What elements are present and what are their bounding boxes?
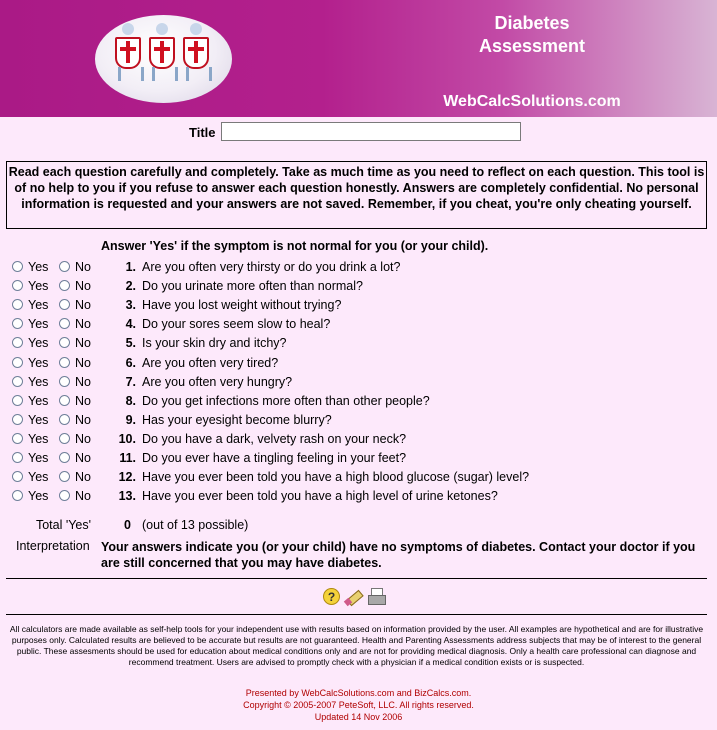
no-radio[interactable] xyxy=(59,357,70,368)
no-label[interactable]: No xyxy=(75,374,91,389)
figure-head-icon xyxy=(156,23,168,35)
figure-legs-icon xyxy=(152,67,178,81)
question-row xyxy=(0,392,717,411)
shield-icon xyxy=(149,37,175,69)
no-label[interactable]: No xyxy=(75,431,91,446)
interpretation-label: Interpretation xyxy=(16,539,90,553)
question-number: 6. xyxy=(125,355,136,370)
question-row xyxy=(0,373,717,392)
question-text: Is your skin dry and itchy? xyxy=(142,336,287,351)
no-label[interactable]: No xyxy=(75,317,91,332)
question-number: 11. xyxy=(119,451,136,465)
question-text: Are you often very thirsty or do you drink a lot? xyxy=(142,260,401,274)
yes-label[interactable]: Yes xyxy=(28,336,49,351)
yes-radio[interactable] xyxy=(12,318,23,329)
no-label[interactable]: No xyxy=(75,355,91,370)
no-radio[interactable] xyxy=(59,490,70,501)
help-icon[interactable]: ? xyxy=(323,588,340,605)
no-radio[interactable] xyxy=(59,261,70,272)
figure-head-icon xyxy=(122,23,134,35)
page-title-line2: Assessment xyxy=(478,36,586,56)
yes-radio[interactable] xyxy=(12,395,23,406)
question-text: Has your eyesight become blurry? xyxy=(142,412,332,427)
question-row xyxy=(0,277,717,296)
question-row xyxy=(0,430,717,449)
question-number: 5. xyxy=(125,336,136,351)
no-radio[interactable] xyxy=(59,452,70,463)
yes-label[interactable]: Yes xyxy=(28,431,49,446)
yes-radio[interactable] xyxy=(12,452,23,463)
printer-icon[interactable] xyxy=(368,588,385,605)
question-row xyxy=(0,315,717,334)
total-note: (out of 13 possible) xyxy=(142,518,249,532)
question-row xyxy=(0,411,717,430)
no-label[interactable]: No xyxy=(75,298,91,313)
question-row xyxy=(0,354,717,373)
yes-radio[interactable] xyxy=(12,490,23,501)
question-row xyxy=(0,487,717,506)
question-row xyxy=(0,296,717,315)
question-number: 2. xyxy=(125,279,136,294)
question-number: 4. xyxy=(125,317,136,332)
notice-box: Read each question carefully and completely. Take as much time as you need to reflect on each question. This tool is of no help to you if you refuse to answer each question honestly. Answers are completely confidential. No personal information is requested and your answers are not saved. Remember, if you cheat, you're only cheating yourself. xyxy=(6,161,707,229)
question-number: 13. xyxy=(118,489,136,504)
no-radio[interactable] xyxy=(59,433,70,444)
page-title xyxy=(432,12,632,58)
question-number: 9. xyxy=(125,412,136,427)
divider xyxy=(6,578,707,579)
question-text: Are you often very tired? xyxy=(142,355,279,370)
question-text: Do your sores seem slow to heal? xyxy=(142,317,331,332)
logo xyxy=(95,15,232,103)
question-text: Have you ever been told you have a high level of urine ketones? xyxy=(142,489,498,504)
yes-label[interactable]: Yes xyxy=(28,374,49,389)
no-radio[interactable] xyxy=(59,395,70,406)
no-label[interactable]: No xyxy=(75,489,91,504)
eraser-icon[interactable] xyxy=(345,588,362,605)
question-text: Do you ever have a tingling feeling in your feet? xyxy=(142,451,407,465)
question-number: 3. xyxy=(125,298,136,313)
yes-radio[interactable] xyxy=(12,261,23,272)
yes-radio[interactable] xyxy=(12,414,23,425)
no-label[interactable]: No xyxy=(75,451,91,465)
title-label: Title xyxy=(189,125,216,140)
total-value: 0 xyxy=(124,518,131,532)
no-radio[interactable] xyxy=(59,376,70,387)
divider xyxy=(6,614,707,615)
no-radio[interactable] xyxy=(59,471,70,482)
credits xyxy=(0,687,717,723)
no-label[interactable]: No xyxy=(75,279,91,294)
question-row xyxy=(0,449,717,468)
instructions: Answer 'Yes' if the symptom is not normal for you (or your child). xyxy=(101,239,489,253)
question-text: Are you often very hungry? xyxy=(142,374,293,389)
credits-copyright: Copyright © 2005-2007 PeteSoft, LLC. All rights reserved. xyxy=(243,700,474,710)
figure-head-icon xyxy=(190,23,202,35)
question-text: Do you get infections more often than other people? xyxy=(142,393,430,408)
yes-label[interactable]: Yes xyxy=(28,489,49,504)
figure-legs-icon xyxy=(118,67,144,81)
no-label[interactable]: No xyxy=(75,412,91,427)
yes-radio[interactable] xyxy=(12,299,23,310)
question-number: 12. xyxy=(118,470,136,485)
question-number: 10. xyxy=(118,431,136,446)
yes-label[interactable]: Yes xyxy=(28,451,49,465)
question-text: Do you have a dark, velvety rash on your neck? xyxy=(142,431,407,446)
yes-radio[interactable] xyxy=(12,433,23,444)
yes-radio[interactable] xyxy=(12,471,23,482)
yes-label[interactable]: Yes xyxy=(28,412,49,427)
yes-label[interactable]: Yes xyxy=(28,393,49,408)
site-name: WebCalcSolutions.com xyxy=(443,93,621,110)
yes-label[interactable]: Yes xyxy=(28,317,49,332)
shield-icon xyxy=(115,37,141,69)
interpretation-text: Your answers indicate you (or your child) have no symptoms of diabetes. Contact your doctor if you are still concerned that you may have diabetes. xyxy=(101,540,696,570)
no-radio[interactable] xyxy=(59,318,70,329)
yes-radio[interactable] xyxy=(12,376,23,387)
no-radio[interactable] xyxy=(59,280,70,291)
header-banner xyxy=(0,0,717,117)
question-row xyxy=(0,468,717,487)
question-number: 7. xyxy=(125,374,136,389)
figure-legs-icon xyxy=(186,67,212,81)
yes-label[interactable]: Yes xyxy=(28,298,49,313)
question-text: Do you urinate more often than normal? xyxy=(142,279,363,294)
question-number: 1. xyxy=(125,260,136,274)
page-title-line1: Diabetes xyxy=(494,13,570,33)
question-row xyxy=(0,334,717,353)
yes-label[interactable]: Yes xyxy=(28,279,49,294)
yes-label[interactable]: Yes xyxy=(28,355,49,370)
total-label: Total 'Yes' xyxy=(35,518,91,532)
no-label[interactable]: No xyxy=(75,470,91,485)
no-label[interactable]: No xyxy=(75,336,91,351)
no-label[interactable]: No xyxy=(75,260,91,274)
title-input[interactable] xyxy=(221,122,521,141)
question-number: 8. xyxy=(125,393,136,408)
no-radio[interactable] xyxy=(59,337,70,348)
disclaimer: All calculators are made available as self-help tools for your independent use with results based on information provided by the user. All examples are hypothetical and are for illustrative purposes only. Calculated results are believed to be accurate but results are not guaranteed. Health and Parenting Assessments address subjects that may be of interest to the general public. These assesments should be used for education about medical conditions only and are not for providing medical diagnosis. Only a health care professional can diagnose and recommend treatment. Users are advised to promptly check with a physician if a medical condition exists or is suspected. xyxy=(9,624,704,667)
yes-label[interactable]: Yes xyxy=(28,260,49,274)
yes-label[interactable]: Yes xyxy=(28,470,49,485)
yes-radio[interactable] xyxy=(12,337,23,348)
yes-radio[interactable] xyxy=(12,280,23,291)
credits-updated: Updated 14 Nov 2006 xyxy=(314,712,403,722)
no-label[interactable]: No xyxy=(75,393,91,408)
yes-radio[interactable] xyxy=(12,357,23,368)
question-text: Have you ever been told you have a high blood glucose (sugar) level? xyxy=(142,470,530,485)
shield-icon xyxy=(183,37,209,69)
no-radio[interactable] xyxy=(59,414,70,425)
question-row xyxy=(0,258,717,277)
question-text: Have you lost weight without trying? xyxy=(142,298,342,313)
credits-presented-by: Presented by WebCalcSolutions.com and BizCalcs.com. xyxy=(245,688,472,698)
no-radio[interactable] xyxy=(59,299,70,310)
